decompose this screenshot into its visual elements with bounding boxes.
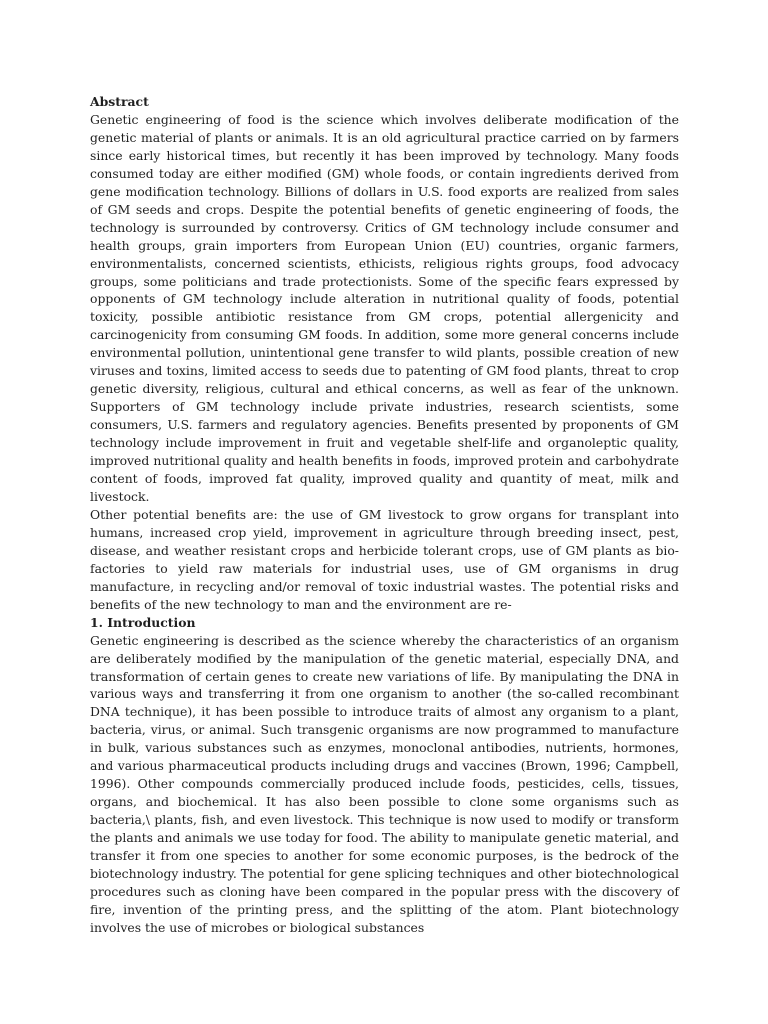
abstract-paragraph: Other potential benefits are: the use of GM livestock to grow organs for transplant into humans, increased crop yield, improvement in agriculture through breeding insect, pest, disease, and weather resistant crops and herbicide tolerant crops, use of GM plants as bio-factories to yield raw materials for industrial uses, use of GM organisms in drug manufacture, in recycling and/or removal of toxic industrial wastes. The potential risks and benefits of the new technology to man and the environment are re- [90, 506, 679, 612]
document-page [90, 93, 679, 937]
abstract-paragraph: Genetic engineering of food is the science which involves deliberate modification of the genetic material of plants or animals. It is an old agricultural practice carried on by farmers since early historical times, but recently it has been improved by technology. Many foods consumed today are either modified (GM) whole foods, or contain ingredients derived from gene modification technology. Billions of dollars in U.S. food exports are realized from sales of GM seeds and crops. Despite the potential benefits of genetic engineering of foods, the technology is surrounded by controversy. Critics of GM technology include consumer and health groups, grain importers from European Union (EU) countries, organic farmers, environmentalists, concerned scientists, ethicists, religious rights groups, food advocacy groups, some politicians and trade protectionists. Some of the specific fears expressed by opponents of GM technology include alteration in nutritional quality of foods, potential toxicity, possible antibiotic resistance from GM crops, potential allergenicity and carcinogenicity from consuming GM foods. In addition, some more general concerns include environmental pollution, unintentional gene transfer to wild plants, possible creation of new viruses and toxins, limited access to seeds due to patenting of GM food plants, threat to crop genetic diversity, religious, cultural and ethical concerns, as well as fear of the unknown. Supporters of GM technology include private industries, research scientists, some consumers, U.S. farmers and regulatory agencies. Benefits presented by proponents of GM technology include improvement in fruit and vegetable shelf-life and organoleptic quality, improved nutritional quality and health benefits in foods, improved protein and carbohydrate content of foods, improved fat quality, improved quality and quantity of meat, milk and livestock. [90, 111, 679, 504]
abstract-heading: Abstract [90, 94, 149, 109]
introduction-heading: 1. Introduction [90, 614, 196, 630]
introduction-paragraph: Genetic engineering is described as the science whereby the characteristics of an organism are deliberately modified by the manipulation of the genetic material, especially DNA, and transformation of certain genes to create new variations of life. By manipulating the DNA in various ways and transferring it from one organism to another (the so-called recombinant DNA technique), it has been possible to introduce traits of almost any organism to a plant, bacteria, virus, or animal. Such transgenic organisms are now programmed to manufacture in bulk, various substances such as enzymes, monoclonal antibodies, nutrients, hormones, and various pharmaceutical products including drugs and vaccines (Brown, 1996; Campbell, 1996). Other compounds commercially produced include foods, pesticides, cells, tissues, organs, and biochemical. It has also been possible to clone some organisms such as bacteria,\ plants, fish, and even livestock. This technique is now used to modify or transform the plants and animals we use today for food. The ability to manipulate genetic material, and transfer it from one species to another for some economic purposes, is the bedrock of the biotechnology industry. The potential for gene splicing techniques and other biotechnological procedures such as cloning have been compared in the popular press with the discovery of fire, invention of the printing press, and the splitting of the atom. Plant biotechnology involves the use of microbes or biological substances [90, 632, 679, 935]
